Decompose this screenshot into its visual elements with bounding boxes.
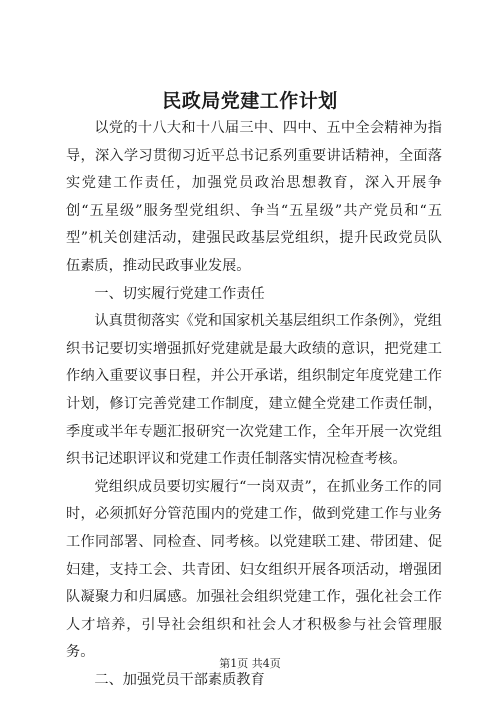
section-heading-1: 一、切实履行党建工作责任 — [94, 285, 265, 302]
document-body — [66, 115, 442, 694]
intro-paragraph: 以党的十八大和十八届三中、四中、五中全会精神为指导，深入学习贯彻习近平总书记系列重要讲话精神，全面落实党建工作责任，加强党员政治思想教育，深入开展争创“五星级”服务型党组织、争当“五星级”共产党员和“五型”机关创建活动，建强民政基层党组织，提升民政党员队伍素质，推动民政事业发展。 — [66, 120, 442, 274]
page-number-footer: 第1页 共4页 — [219, 657, 281, 670]
section-1-paragraph-2: 党组织成员要切实履行“一岗双责”，在抓业务工作的同时，必须抓好分管范围内的党建工作，做到党建工作与业务工作同部署、同检查、同考核。以党建联工建、带团建、促妇建，支持工会、共青团、妇女组织开展各项活动，增强团队凝聚力和归属感。加强社会组织党建工作，强化社会工作人才培养，引导社会组织和社会人才积极参与社会管理服务。 — [66, 478, 442, 661]
document-title: 民政局党建工作计划 — [162, 90, 338, 112]
section-heading-2: 二、加强党员干部素质教育 — [94, 671, 265, 688]
section-1-paragraph-1: 认真贯彻落实《党和国家机关基层组织工作条例》，党组织书记要切实增强抓好党建就是最大政绩的意识，把党建工作纳入重要议事日程，并公开承诺，组织制定年度党建工作计划，修订完善党建工作制度，建立健全党建工作责任制，季度或半年专题汇报研究一次党建工作，全年开展一次党组织书记述职评议和党建工作责任制落实情况检查考核。 — [66, 313, 442, 468]
